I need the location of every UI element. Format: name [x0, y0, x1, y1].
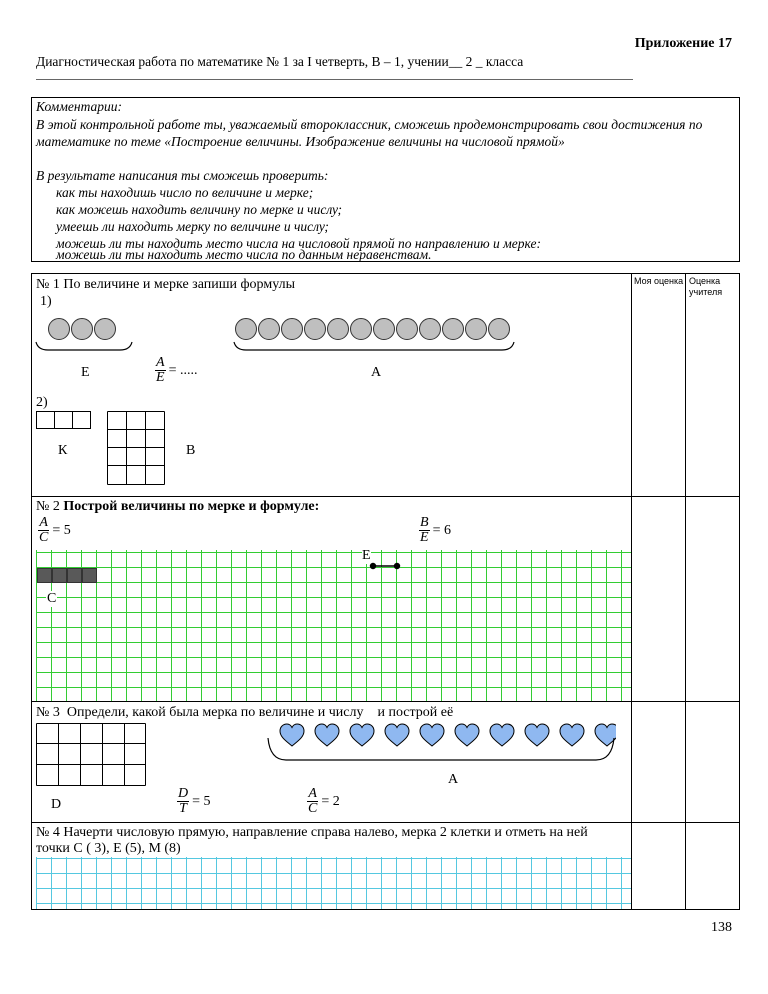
label-d: D	[51, 797, 62, 812]
label-k: К	[58, 443, 68, 458]
formula-rhs: = 5	[52, 522, 71, 538]
formula-numerator: A	[39, 515, 48, 530]
comments-title: Комментарии:	[36, 99, 123, 114]
label-a-task3: А	[448, 772, 459, 787]
comments-box	[31, 97, 740, 262]
task2-title	[36, 499, 319, 515]
formula-denominator: C	[39, 530, 49, 545]
label-a: А	[371, 365, 382, 380]
formula-a-over-e	[155, 356, 197, 385]
formula-denominator: C	[308, 801, 318, 816]
circle	[350, 318, 372, 340]
grid-svg	[107, 411, 165, 485]
circle	[465, 318, 487, 340]
row-divider-2	[31, 701, 740, 702]
label-e-task2: Е	[362, 548, 371, 563]
circle	[396, 318, 418, 340]
filled-cell	[52, 568, 67, 583]
label-c: С	[47, 591, 57, 606]
label-v: В	[186, 443, 196, 458]
comments-item-3: умеешь ли находить мерку по величине и числу;	[56, 219, 329, 234]
filled-cell	[82, 568, 97, 583]
cell	[72, 411, 91, 429]
brace-a	[232, 340, 516, 354]
circle	[373, 318, 395, 340]
circle	[235, 318, 257, 340]
formula-denominator: T	[179, 801, 187, 816]
task1-part2: 2)	[36, 395, 48, 410]
formula-rhs: = .....	[168, 362, 198, 378]
comments-intro: В этой контрольной работе ты, уважаемый второклассник, сможешь продемонстрировать свои достижения по математике по теме «Построение величины. Изображение величины на числовой прямой»	[36, 117, 703, 149]
task4-title: № 4 Начерти числовую прямую, направление справа налево, мерка 2 клетки и отметь на ней точки С ( 3), Е (5), М (8)	[36, 825, 588, 856]
formula-rhs: = 2	[321, 793, 340, 809]
comments-item-4: можешь ли ты находить место числа на числовой прямой по направлению и мерке:	[56, 236, 541, 251]
circle	[281, 318, 303, 340]
formula-numerator: A	[308, 786, 317, 801]
row-divider-3	[31, 822, 740, 823]
formula-numerator: A	[156, 355, 165, 370]
formula-numerator: D	[178, 786, 189, 801]
formula-d-over-t	[177, 787, 211, 816]
formula-a-over-c	[38, 516, 71, 545]
task2-instruction: Построй величины по мерке и формуле:	[63, 499, 320, 514]
comments-result-lead: В результате написания ты сможешь проверить:	[36, 168, 329, 183]
task4-number-line-grid	[36, 857, 631, 909]
formula-numerator: B	[420, 515, 429, 530]
circle	[304, 318, 326, 340]
formula-b-over-e	[419, 516, 451, 545]
task2-number: № 2	[36, 499, 64, 514]
circle	[94, 318, 116, 340]
comments-item-5: можешь ли ты находить место числа по данным неравенствам.	[56, 247, 432, 262]
my-grade-header: Моя оценка	[634, 276, 684, 286]
page-number: 138	[711, 920, 732, 935]
circle	[258, 318, 280, 340]
brace-e	[34, 340, 134, 354]
measure-e-segment	[368, 560, 402, 572]
formula-rhs: = 5	[192, 793, 211, 809]
quantity-d-grid	[36, 723, 146, 786]
formula-denominator: E	[156, 370, 165, 385]
column-divider-2	[685, 273, 686, 910]
filled-cell	[67, 568, 82, 583]
formula-a-over-c-task3	[307, 787, 340, 816]
task1-title: № 1 По величине и мерке запиши формулы	[36, 277, 295, 292]
task1-part1: 1)	[40, 294, 52, 309]
label-e: Е	[81, 365, 90, 380]
task2-graph-grid	[36, 550, 631, 701]
comments-item-1: как ты находишь число по величине и мерке;	[56, 185, 314, 200]
formula-denominator: E	[420, 530, 429, 545]
cell	[54, 411, 73, 429]
circle	[48, 318, 70, 340]
header-underline	[36, 79, 633, 80]
filled-cell	[37, 568, 52, 583]
task3-title: № 3 Определи, какой была мерка по величине и числу и построй её	[36, 705, 454, 720]
column-divider-1	[631, 273, 632, 910]
circle	[71, 318, 93, 340]
formula-rhs: = 6	[432, 522, 451, 538]
comments-item-2: как можешь находить величину по мерке и числу;	[56, 202, 343, 217]
circle	[327, 318, 349, 340]
worksheet-subtitle: Диагностическая работа по математике № 1 за I четверть, В – 1, учении__ 2 _ класса	[36, 54, 524, 69]
row-divider-1	[31, 496, 740, 497]
circle	[419, 318, 441, 340]
cell	[36, 411, 55, 429]
circle	[442, 318, 464, 340]
brace-hearts	[266, 736, 616, 764]
teacher-grade-header: Оценка учителя	[689, 276, 723, 297]
appendix-label: Приложение 17	[634, 36, 732, 51]
circle	[488, 318, 510, 340]
